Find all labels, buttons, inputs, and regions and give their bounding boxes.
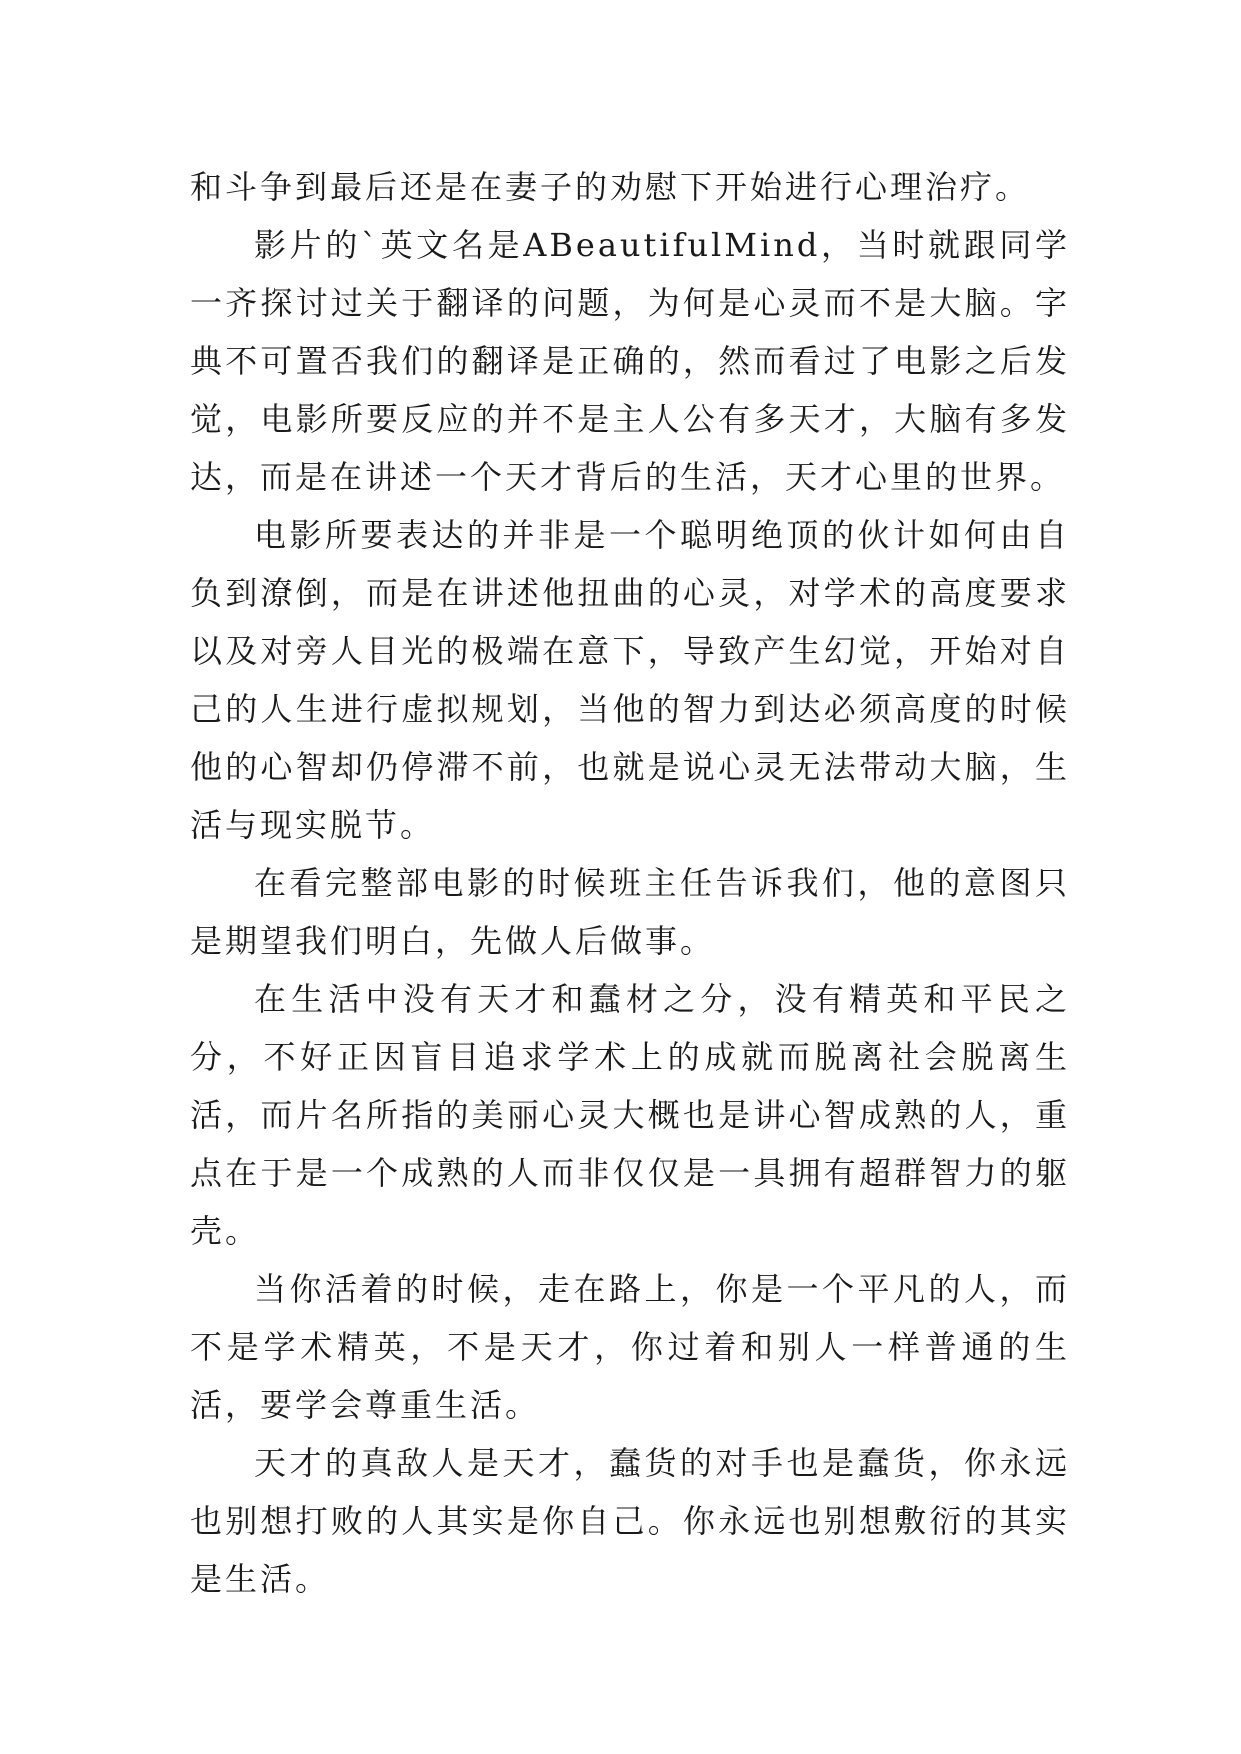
paragraph-3: 电影所要表达的并非是一个聪明绝顶的伙计如何由自负到潦倒，而是在讲述他扭曲的心灵，对学术的高度要求以及对旁人目光的极端在意下，导致产生幻觉，开始对自己的人生进行虚拟规划，当他的智力到达必须高度的时候他的心智却仍停滞不前，也就是说心灵无法带动大脑，生活与现实脱节。 bbox=[190, 516, 1070, 844]
paragraph-4: 在看完整部电影的时候班主任告诉我们，他的意图只是期望我们明白，先做人后做事。 bbox=[190, 864, 1070, 960]
paragraph-1: 和斗争到最后还是在妻子的劝慰下开始进行心理治疗。 bbox=[190, 168, 1031, 206]
paragraph-5: 在生活中没有天才和蠢材之分，没有精英和平民之分，不好正因盲目追求学术上的成就而脱离社会脱离生活，而片名所指的美丽心灵大概也是讲心智成熟的人，重点在于是一个成熟的人而非仅仅是一具拥有超群智力的躯壳。 bbox=[190, 980, 1070, 1250]
document-body bbox=[190, 158, 1070, 1608]
paragraph-2: 影片的`英文名是ABeautifulMind，当时就跟同学一齐探讨过关于翻译的问题，为何是心灵而不是大脑。字典不可置否我们的翻译是正确的，然而看过了电影之后发觉，电影所要反应的并不是主人公有多天才，大脑有多发达，而是在讲述一个天才背后的生活，天才心里的世界。 bbox=[190, 226, 1070, 496]
paragraph-6: 当你活着的时候，走在路上，你是一个平凡的人，而不是学术精英，不是天才，你过着和别人一样普通的生活，要学会尊重生活。 bbox=[190, 1270, 1070, 1424]
paragraph-7: 天才的真敌人是天才，蠢货的对手也是蠢货，你永远也别想打败的人其实是你自己。你永远也别想敷衍的其实是生活。 bbox=[190, 1444, 1070, 1598]
